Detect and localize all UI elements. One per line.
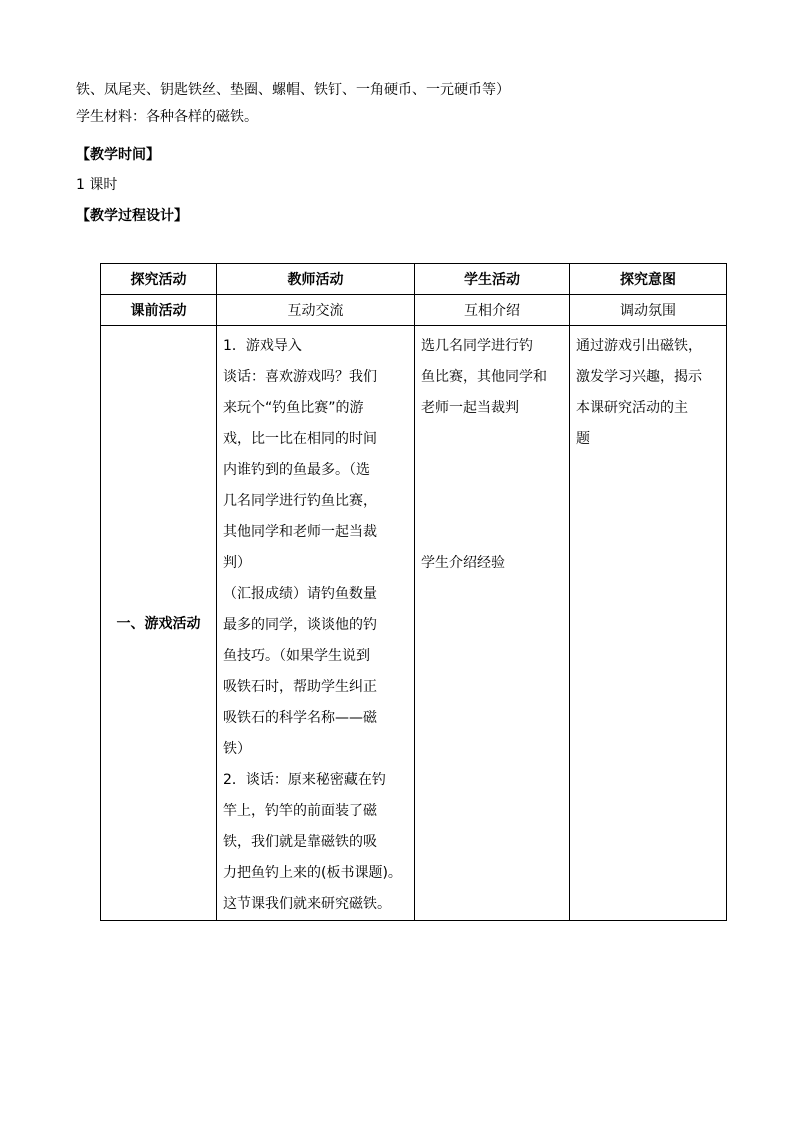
teaching-time-value: 1 课时 xyxy=(76,177,118,193)
student-materials-line: 学生材料：各种各样的磁铁。 xyxy=(76,109,258,125)
teacher-text-line: 1．游戏导入 xyxy=(223,338,302,354)
student-text-line: 鱼比赛，其他同学和 xyxy=(421,369,547,385)
teacher-text-line: 判） xyxy=(223,555,251,571)
table-header-row xyxy=(101,264,727,295)
teacher-text-line: 铁） xyxy=(223,741,251,757)
teacher-text-line: 吸铁石时，帮助学生纠正 xyxy=(223,679,377,695)
pre-class-teacher: 互动交流 xyxy=(217,295,415,326)
game-intent-cell xyxy=(570,326,727,921)
teacher-text-line: 谈话：喜欢游戏吗？我们 xyxy=(223,369,377,385)
teacher-text-line: 这节课我们就来研究磁铁。 xyxy=(223,896,391,912)
teacher-text-line: 最多的同学，谈谈他的钓 xyxy=(223,617,377,633)
game-activity-stage: 一、游戏活动 xyxy=(101,326,217,921)
intent-text-line: 激发学习兴趣，揭示 xyxy=(576,369,702,385)
intent-text-line: 题 xyxy=(576,431,590,447)
header-teacher-activity: 教师活动 xyxy=(217,264,415,295)
header-inquiry-activity: 探究活动 xyxy=(101,264,217,295)
lesson-plan-table xyxy=(100,263,727,921)
pre-class-stage: 课前活动 xyxy=(101,295,217,326)
table-row-game-activity xyxy=(101,326,727,921)
student-text-line: 老师一起当裁判 xyxy=(421,400,519,416)
teacher-text-line: （汇报成绩）请钓鱼数量 xyxy=(223,586,377,602)
teacher-text-line: 铁，我们就是靠磁铁的吸 xyxy=(223,834,377,850)
teacher-text-line: 吸铁石的科学名称——磁 xyxy=(223,710,377,726)
teacher-text-line: 几名同学进行钓鱼比赛， xyxy=(223,493,377,509)
student-text-line: 学生介绍经验 xyxy=(421,555,505,571)
teacher-text-line: 来玩个“钓鱼比赛”的游 xyxy=(223,400,364,416)
teacher-text-line: 2．谈话：原来秘密藏在钓 xyxy=(223,772,386,788)
pre-class-student: 互相介绍 xyxy=(415,295,570,326)
teacher-text-line: 戏，比一比在相同的时间 xyxy=(223,431,377,447)
teacher-activity-text xyxy=(217,326,414,920)
teacher-text-line: 力把鱼钓上来的(板书课题)。 xyxy=(223,865,402,881)
header-student-activity: 学生活动 xyxy=(415,264,570,295)
intent-text-line: 通过游戏引出磁铁， xyxy=(576,338,702,354)
teacher-text-line: 内谁钓到的鱼最多。（选 xyxy=(223,462,370,478)
game-teacher-cell xyxy=(217,326,415,921)
pre-class-intent: 调动氛围 xyxy=(570,295,727,326)
intent-text xyxy=(570,326,726,455)
process-design-heading: 【教学过程设计】 xyxy=(76,208,188,224)
student-activity-text xyxy=(415,326,569,579)
game-student-cell xyxy=(415,326,570,921)
header-inquiry-intent: 探究意图 xyxy=(570,264,727,295)
student-text-line: 选几名同学进行钓 xyxy=(421,338,533,354)
teacher-text-line: 其他同学和老师一起当裁 xyxy=(223,524,377,540)
teacher-text-line: 鱼技巧。（如果学生说到 xyxy=(223,648,370,664)
intent-text-line: 本课研究活动的主 xyxy=(576,400,688,416)
table-row-pre-class xyxy=(101,295,727,326)
materials-line: 铁、凤尾夹、钥匙铁丝、垫圈、螺帽、铁钉、一角硬币、一元硬币等） xyxy=(76,82,510,98)
teaching-time-heading: 【教学时间】 xyxy=(76,147,160,163)
teacher-text-line: 竿上，钓竿的前面装了磁 xyxy=(223,803,377,819)
